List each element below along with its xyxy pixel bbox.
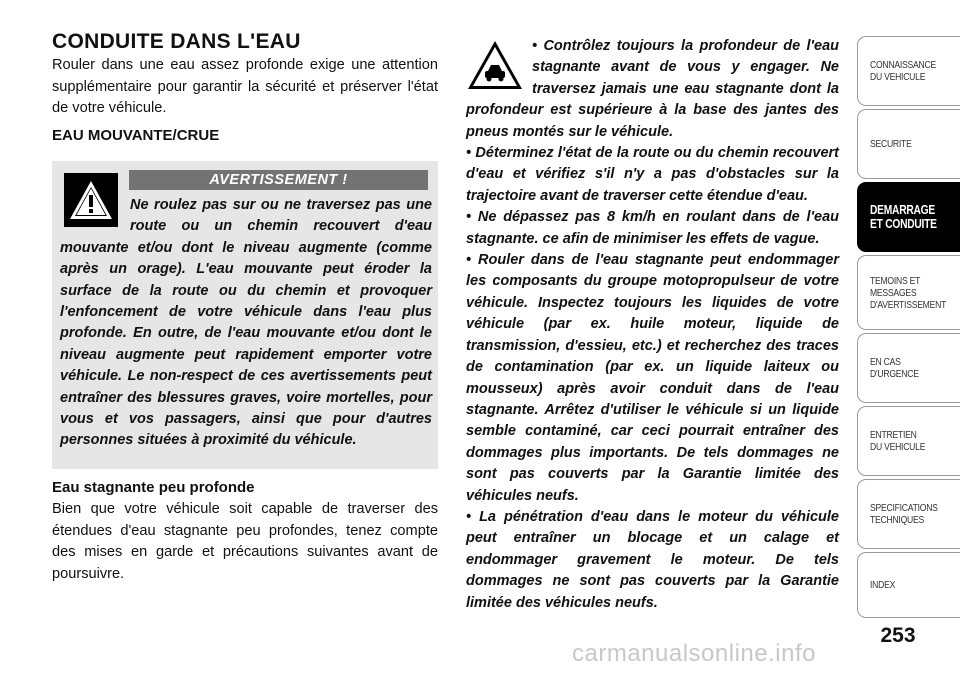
caution-car-icon xyxy=(466,38,524,92)
page-title: CONDUITE DANS L'EAU xyxy=(52,30,301,53)
subheading: Eau stagnante peu profonde xyxy=(52,479,255,496)
intro-paragraph: Rouler dans une eau assez profonde exige une attention supplémentaire pour garantir la sécurité et préserver l'état de votre véhicule. xyxy=(52,57,438,117)
tab-specifications[interactable] xyxy=(857,479,960,549)
warning-text: Ne roulez pas sur ou ne traversez pas une route ou un chemin recouvert d'eau mouvante et/ou dont le niveau augmente (comme après un orage). L'eau mouvante peut éroder la surface de la route ou du chemin et provoquer l'enfoncement de votre véhicule dans l'eau plus profonde. En outre, de l'eau mouvante et/ou dont le niveau augmente peut rapidement emporter votre véhicule. Le non-respect de ces avertissements peut entraîner des blessures graves, voire mortelles, pour vous et vos passagers, ainsi que pour d'autres personnes situées à proximité du véhicule. xyxy=(60,197,432,449)
warning-box xyxy=(52,161,438,469)
tab-connaissance-vehicule[interactable] xyxy=(857,36,960,106)
caution-item: • Déterminez l'état de la route ou du chemin recouvert d'eau et vérifiez s'il n'y a pas d'obstacles sur la trajectoire avant de traverser cette étendue d'eau. xyxy=(466,145,839,204)
warning-label: AVERTISSEMENT ! xyxy=(129,170,428,190)
tab-label: DEMARRAGE ET CONDUITE xyxy=(870,203,937,231)
tab-entretien-vehicule[interactable] xyxy=(857,406,960,476)
tab-index[interactable] xyxy=(857,552,960,618)
cautions-column xyxy=(466,36,839,614)
section-heading: EAU MOUVANTE/CRUE xyxy=(52,127,220,144)
tab-label: TEMOINS ET MESSAGES D'AVERTISSEMENT xyxy=(870,274,947,311)
tab-label: INDEX xyxy=(870,579,896,591)
tab-label: SPECIFICATIONS TECHNIQUES xyxy=(870,502,938,526)
tab-label: EN CAS D'URGENCE xyxy=(870,356,919,380)
caution-item: • Rouler dans de l'eau stagnante peut endommager les composants du groupe motopropulseur de votre véhicule. Inspectez toujours les liquides de votre véhicule (par ex. huile moteur, liquide de transmission, d'essieu, etc.) et recherchez des traces de contamination (par ex. un liquide laiteux ou mousseux) après avoir conduit dans de l'eau stagnante. Arrêtez d'utiliser le véhicule si un liquide semble contaminé, car ceci pourrait entraîner des dommages plus importants. De tels dommages ne sont pas couverts par la Garantie limitée des véhicules neufs. xyxy=(466,252,839,504)
watermark: carmanualsonline.info xyxy=(572,640,816,667)
caution-item: • Ne dépassez pas 8 km/h en roulant dans de l'eau stagnante. ce afin de minimiser les effets de vague. xyxy=(466,209,839,247)
page-number: 253 xyxy=(880,624,916,647)
tab-temoins-messages[interactable] xyxy=(857,255,960,330)
tab-securite[interactable] xyxy=(857,109,960,179)
tab-label: ENTRETIEN DU VEHICULE xyxy=(870,429,926,453)
tab-demarrage-conduite[interactable] xyxy=(857,182,960,252)
subheading-paragraph: Bien que votre véhicule soit capable de traverser des étendues d'eau stagnante peu profondes, tenez compte des mises en garde et précautions suivantes avant de poursuivre. xyxy=(52,501,438,582)
tab-label: SECURITE xyxy=(870,138,912,150)
caution-item: • Contrôlez toujours la profondeur de l'eau stagnante avant de vous y engager. Ne traversez jamais une eau stagnante dont la profondeur est supérieure à la base des jantes des pneus montés sur le véhicule. xyxy=(466,38,839,140)
tab-label: CONNAISSANCE DU VEHICULE xyxy=(870,59,936,83)
caution-item: • La pénétration d'eau dans le moteur du véhicule peut entraîner un blocage et un calage et endommager gravement le moteur. De tels dommages ne sont pas couverts par la Garantie limitée des véhicules neufs. xyxy=(466,508,839,611)
tab-en-cas-urgence[interactable] xyxy=(857,333,960,403)
